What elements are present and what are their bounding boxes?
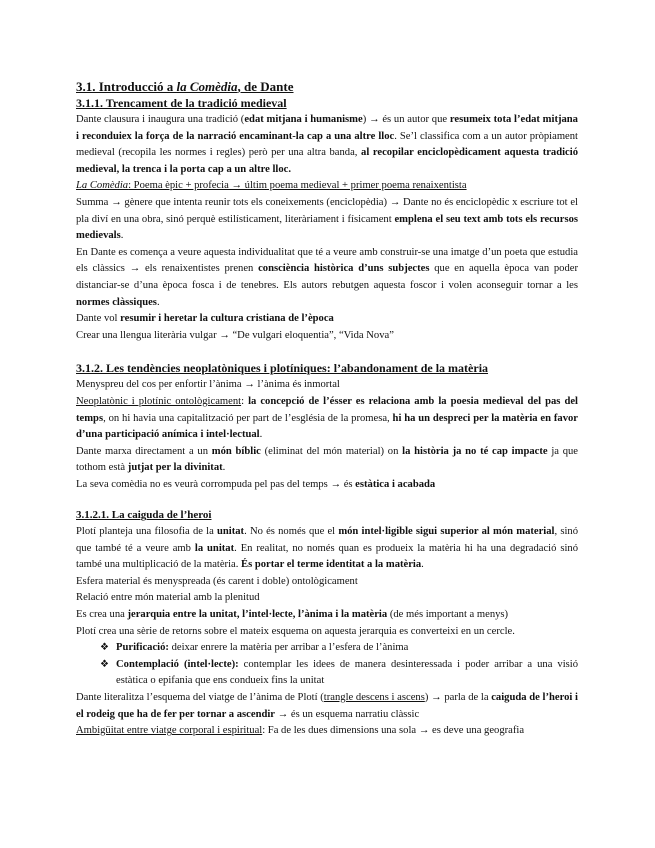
paragraph [76,607,578,624]
text-run: emplena el seu text amb tots els recursos medievals [76,213,578,242]
subsection-title-2: 3.1.2. Les tendències neoplatòniques i plotíniques: l’abandonament de la matèria [76,361,489,376]
text-run: ja que tothom està [76,445,578,474]
text-run: món bíblic [211,445,261,457]
text-run: Neoplatònic i plotínic ontològicament [76,395,242,407]
text-run: deixar enrere la matèria per arribar a l’esfera de l’ànima [168,642,409,654]
text-run: → és un esquema narratiu clàssic [275,708,420,720]
text-run: . Se’l classifica com a un autor pròpiament medieval (recopila les normes i regles) però per una altra banda, [76,130,578,159]
text-run: trangle descens i ascens [323,692,425,703]
text-run: jerarquia entre la unitat, l’intel·lecte, l’ànima i la matèria [127,609,388,621]
list-item [100,640,578,657]
paragraph [76,311,578,328]
paragraph [76,574,578,591]
text-run: La seva comèdia no es veurà corrompuda pel pas del temps → és [76,478,356,490]
text-run: resumir i heretar la cultura cristiana de l’època [120,313,334,325]
paragraph [76,178,578,195]
paragraph [76,477,578,494]
subsubsection-title: 3.1.2.1. La caiguda de l’heroi [76,509,212,522]
text-run: , sinó que també té a veure amb [76,526,578,554]
text-run: (de més important a menys) [387,609,509,621]
paragraph [76,328,578,345]
text-run: Dante clausura i inaugura una tradició ( [76,114,245,125]
text-run: caiguda de l’heroi i el rodeig que ha de fer per tornar a ascendir [76,692,578,720]
paragraph [76,444,578,477]
paragraph [76,690,578,723]
text-run: al recopilar enciclopèdicament aquesta tradició medieval, la trenca i la porta cap a un altre lloc. [76,147,578,175]
text-run: unitat [217,526,245,538]
paragraph [76,195,578,245]
bullet-list [76,640,578,690]
text-run: . En realitat, no només quan es produeix la matèria hi ha una degradació sinó també una multiplicació de la matèria. [76,542,578,571]
text-run: La Comèdia [76,180,129,192]
text-run: . [120,230,124,242]
text-run: Ambigüitat entre viatge corporal i espiritual [76,725,263,737]
text-run: . [156,296,160,308]
section-title-prefix: 3.1. Introducció a [76,79,177,94]
text-run: jutjat per la divinitat [127,462,223,474]
text-run: : [241,395,249,407]
text-run: Es crea una [76,609,128,621]
diamond-bullet-icon: ❖ [100,642,109,654]
text-run: contemplar les idees de manera desinteressada i poder arribar a una visió estàtica o epifania que ens condueix fins la unitat [116,658,578,687]
text-run: Purificació: [116,642,169,654]
text-run: En Dante es comença a veure aquesta individualitat que té a veure amb construir-se una imatge d’un poeta que estudia els clàssics → els renaixentistes prenen [76,246,578,275]
text-run: Dante literalitza l’esquema del viatge de l’ànima de Plotí ( [76,692,324,703]
text-run: món intel·ligible sigui superior al món material [338,526,555,538]
text-run: Summa → gènere que intenta reunir tots els coneixements (enciclopèdia) → Dante no és enciclopèdic x escriure tot el pla diví en una obra, sinó perquè estilísticament, literàriament i físicament [76,196,578,225]
document-page [76,78,578,740]
paragraph [76,245,578,311]
text-run: Plotí crea una sèrie de retorns sobre el mateix esquema on aquesta jerarquia es converteixi en un cercle. [76,625,515,637]
text-run: : Poema èpic + profecia → últim poema medieval + primer poema renaixentista [128,180,467,192]
paragraph [76,377,578,394]
text-run: . [259,429,263,441]
text-run: estàtica i acabada [355,478,436,490]
text-run: la unitat [194,542,235,554]
section-title-suffix: , de Dante [237,79,294,94]
paragraph [76,112,578,178]
text-run: normes clàssiques [76,296,157,308]
text-run: . No és només que el [244,526,339,538]
text-run: Dante vol [76,313,121,325]
text-run: : Fa de les dues dimensions una sola → es deve una geografia [262,725,525,737]
paragraph [76,524,578,574]
text-run: Crear una llengua literària vulgar → “De vulgari eloquentia”, “Vida Nova” [76,329,394,341]
paragraph [76,590,578,607]
section-title [76,78,578,95]
text-run: resumeix tota l’edat mitjana i reconduiex la força de la narració encaminant-la cap a una altre lloc [76,114,578,142]
paragraph [76,723,578,740]
text-run: Plotí planteja una filosofia de la [76,526,217,538]
text-run: consciència històrica d’uns subjectes [258,263,430,275]
text-run: (eliminat del món material) on [260,445,403,457]
text-run: Menyspreu del cos per enfortir l’ànima → l’ànima és inmortal [76,379,340,391]
diamond-bullet-icon: ❖ [100,658,109,670]
text-run: És portar el terme identitat a la matèria [241,559,422,571]
section-title-italic: la Comèdia [176,79,238,94]
text-run: Relació entre món material amb la plenitud [76,592,260,604]
list-item-text [116,642,408,653]
text-run: la història ja no té cap impacte [402,445,548,457]
paragraph [76,624,578,641]
text-run: ) → és un autor que [362,114,450,125]
text-run: Esfera material és menyspreada (és carent i doble) ontològicament [76,575,358,587]
paragraph [76,394,578,444]
text-run: . [222,462,226,474]
list-item-text [116,659,578,687]
text-run: Contemplació (intel·lecte): [116,658,239,670]
text-run: edat mitjana i humanisme [244,114,363,125]
text-run: ) → parla de la [424,692,492,703]
text-run: hi ha un despreci per la matèria en favor d’una participació anímica i intel·lectual [76,412,578,441]
text-run: la concepció de l’ésser es relaciona amb la poesia medieval del pas del temps [76,395,578,424]
text-run: , on hi havia una capitalització per part de l’església de la promesa, [103,412,393,424]
text-run: Dante marxa directament a un [76,445,212,457]
text-run: que en aquella època van poder distanciar-se d’una època fosca i de tenebres. Els autors rebutgen aquesta foscor i volen aconseguir tornar a les [76,263,578,291]
text-run: . [421,559,424,571]
list-item [100,657,578,690]
subsection-title-1: 3.1.1. Trencament de la tradició medieval [76,96,287,110]
